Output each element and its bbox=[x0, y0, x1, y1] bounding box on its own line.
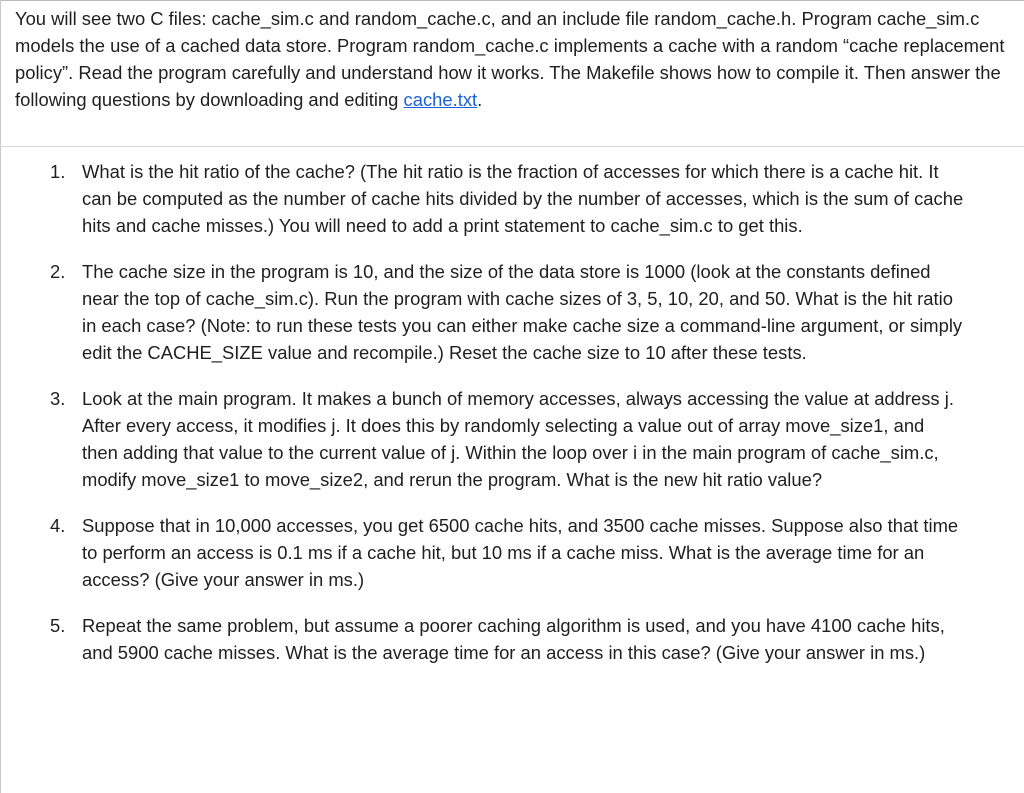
question-number: 4. bbox=[50, 515, 66, 536]
question-number: 2. bbox=[50, 261, 66, 282]
section-divider bbox=[0, 146, 1024, 147]
question-item bbox=[0, 385, 1024, 493]
question-text: What is the hit ratio of the cache? (The hit ratio is the fraction of accesses for which there is a cache hit. It can be computed as the number of cache hits divided by the number of accesses, which is the sum of cache hits and cache misses.) You will need to add a print statement to cache_sim.c to get this. bbox=[82, 161, 964, 236]
question-list bbox=[0, 158, 1024, 685]
question-text: Look at the main program. It makes a bunch of memory accesses, always accessing the value at address j. After every access, it modifies j. It does this by randomly selecting a value out of array move_size1, and then adding that value to the current value of j. Within the loop over i in the main program of cache_sim.c, modify move_size1 to move_size2, and rerun the program. What is the new hit ratio value? bbox=[82, 388, 954, 490]
question-number: 3. bbox=[50, 388, 66, 409]
top-border bbox=[0, 0, 1024, 1]
intro-text-end: . bbox=[477, 89, 483, 110]
cache-txt-link[interactable]: cache.txt bbox=[403, 89, 478, 110]
question-number: 1. bbox=[50, 161, 66, 182]
intro-paragraph bbox=[15, 5, 1015, 113]
question-item bbox=[0, 612, 1024, 666]
question-text: Suppose that in 10,000 accesses, you get 6500 cache hits, and 3500 cache misses. Suppose also that time to perform an access is 0.1 ms if a cache hit, but 10 ms if a cache miss. What is the average time for an access? (Give your answer in ms.) bbox=[82, 515, 959, 590]
question-item bbox=[0, 258, 1024, 366]
question-number: 5. bbox=[50, 615, 66, 636]
question-item bbox=[0, 158, 1024, 239]
question-item bbox=[0, 512, 1024, 593]
intro-text: You will see two C files: cache_sim.c and random_cache.c, and an include file random_cache.h. Program cache_sim.c models the use of a cached data store. Program random_cache.c implements a cache with a random “cache replacement policy”. Read the program carefully and understand how it works. The Makefile shows how to compile it. Then answer the following questions by downloading and editing bbox=[15, 8, 1005, 110]
question-text: The cache size in the program is 10, and the size of the data store is 1000 (look at the constants defined near the top of cache_sim.c). Run the program with cache sizes of 3, 5, 10, 20, and 50. What is the hit ratio in each case? (Note: to run these tests you can either make cache size a command-line argument, or simply edit the CACHE_SIZE value and recompile.) Reset the cache size to 10 after these tests. bbox=[82, 261, 963, 363]
question-text: Repeat the same problem, but assume a poorer caching algorithm is used, and you have 4100 cache hits, and 5900 cache misses. What is the average time for an access in this case? (Give your answer in ms.) bbox=[82, 615, 945, 663]
